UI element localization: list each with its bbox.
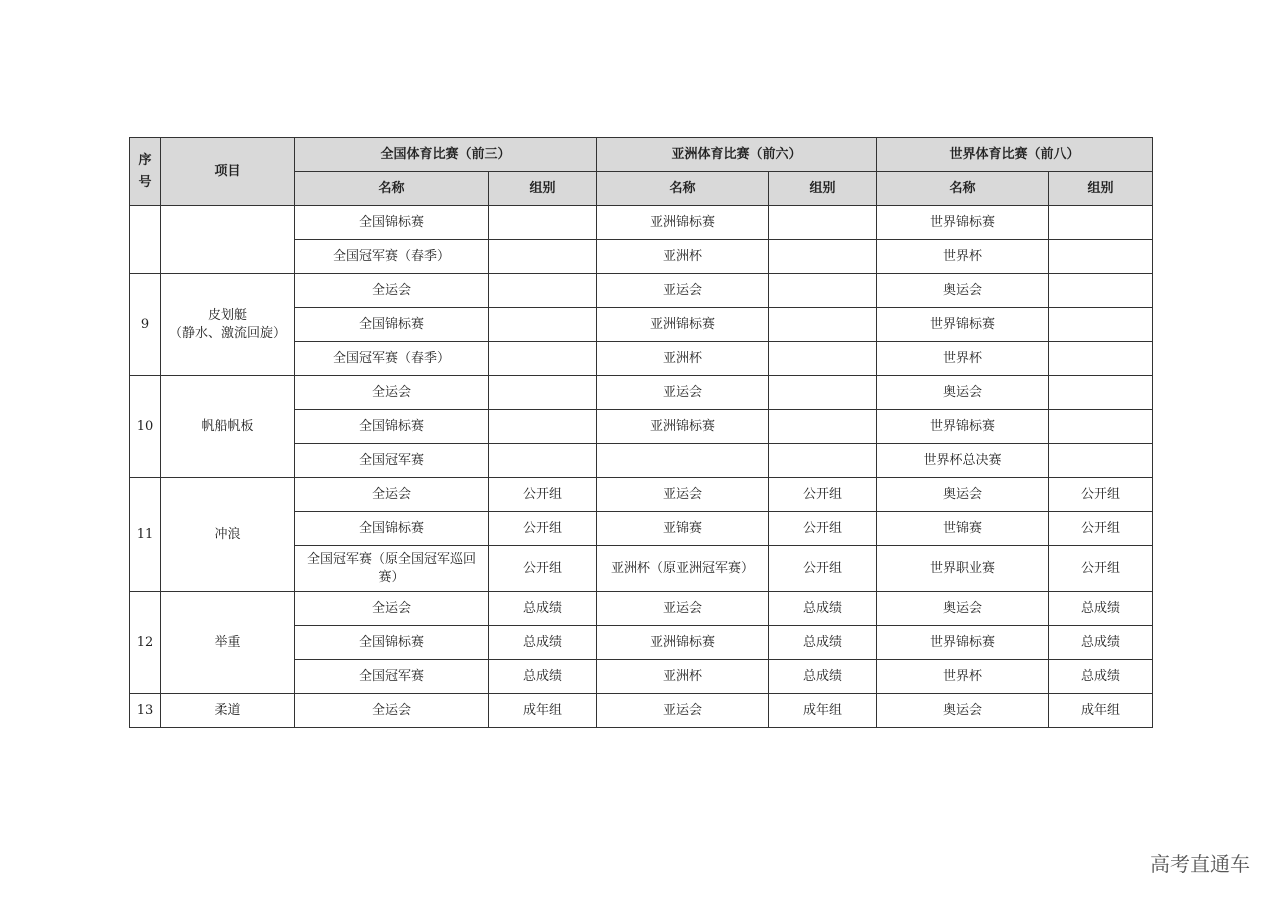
- national-group-cell: 总成绩: [489, 660, 597, 694]
- national-group-cell: [489, 444, 597, 478]
- world-group-cell: 成年组: [1049, 694, 1153, 728]
- world-name-cell: 世界锦标赛: [877, 206, 1049, 240]
- national-name-cell: 全运会: [295, 376, 489, 410]
- world-group-cell: [1049, 342, 1153, 376]
- world-group-cell: [1049, 444, 1153, 478]
- national-name-cell: 全运会: [295, 274, 489, 308]
- asian-group-cell: [769, 274, 877, 308]
- asian-name-cell: 亚洲杯: [597, 240, 769, 274]
- national-group-cell: [489, 342, 597, 376]
- world-group-cell: 公开组: [1049, 478, 1153, 512]
- national-name-cell: 全国锦标赛: [295, 626, 489, 660]
- table-row: [130, 376, 1153, 410]
- header-national-group: 组别: [489, 172, 597, 206]
- world-group-cell: [1049, 376, 1153, 410]
- asian-name-cell: 亚洲杯（原亚洲冠军赛）: [597, 546, 769, 592]
- table-row: [130, 694, 1153, 728]
- table-row: [130, 592, 1153, 626]
- seq-cell: 13: [130, 694, 161, 728]
- national-group-cell: 公开组: [489, 546, 597, 592]
- world-group-cell: 公开组: [1049, 512, 1153, 546]
- national-group-cell: 公开组: [489, 478, 597, 512]
- national-name-cell: 全运会: [295, 694, 489, 728]
- item-cell: 皮划艇 （静水、激流回旋）: [161, 274, 295, 376]
- national-group-cell: 总成绩: [489, 592, 597, 626]
- national-group-cell: 公开组: [489, 512, 597, 546]
- national-group-cell: [489, 206, 597, 240]
- header-world: 世界体育比赛（前八）: [877, 138, 1153, 172]
- asian-name-cell: 亚洲锦标赛: [597, 410, 769, 444]
- competition-table: [129, 137, 1153, 728]
- header-seq: 序号: [130, 138, 161, 206]
- world-name-cell: 世界杯: [877, 240, 1049, 274]
- asian-name-cell: 亚运会: [597, 592, 769, 626]
- national-name-cell: 全国锦标赛: [295, 206, 489, 240]
- asian-group-cell: 公开组: [769, 512, 877, 546]
- item-cell: 举重: [161, 592, 295, 694]
- world-group-cell: 公开组: [1049, 546, 1153, 592]
- national-group-cell: [489, 376, 597, 410]
- asian-group-cell: 总成绩: [769, 592, 877, 626]
- national-name-cell: 全运会: [295, 478, 489, 512]
- world-name-cell: 奥运会: [877, 694, 1049, 728]
- asian-group-cell: [769, 376, 877, 410]
- asian-group-cell: [769, 342, 877, 376]
- asian-name-cell: 亚运会: [597, 376, 769, 410]
- world-name-cell: 世界杯: [877, 660, 1049, 694]
- national-name-cell: 全国冠军赛（原全国冠军巡回赛）: [295, 546, 489, 592]
- world-name-cell: 世锦赛: [877, 512, 1049, 546]
- world-name-cell: 奥运会: [877, 274, 1049, 308]
- world-group-cell: [1049, 274, 1153, 308]
- asian-group-cell: 总成绩: [769, 660, 877, 694]
- asian-group-cell: [769, 410, 877, 444]
- national-name-cell: 全国锦标赛: [295, 308, 489, 342]
- world-group-cell: 总成绩: [1049, 660, 1153, 694]
- national-group-cell: 成年组: [489, 694, 597, 728]
- asian-name-cell: 亚洲锦标赛: [597, 308, 769, 342]
- header-asian-group: 组别: [769, 172, 877, 206]
- asian-name-cell: 亚洲锦标赛: [597, 626, 769, 660]
- header-world-group: 组别: [1049, 172, 1153, 206]
- asian-group-cell: 成年组: [769, 694, 877, 728]
- asian-name-cell: 亚运会: [597, 694, 769, 728]
- world-group-cell: [1049, 206, 1153, 240]
- asian-group-cell: [769, 206, 877, 240]
- world-group-cell: [1049, 240, 1153, 274]
- world-group-cell: 总成绩: [1049, 592, 1153, 626]
- national-name-cell: 全国冠军赛: [295, 444, 489, 478]
- header-national-name: 名称: [295, 172, 489, 206]
- world-name-cell: 世界锦标赛: [877, 410, 1049, 444]
- asian-group-cell: [769, 240, 877, 274]
- header-asian: 亚洲体育比赛（前六）: [597, 138, 877, 172]
- asian-name-cell: 亚运会: [597, 478, 769, 512]
- asian-name-cell: 亚运会: [597, 274, 769, 308]
- asian-group-cell: 总成绩: [769, 626, 877, 660]
- world-name-cell: 世界锦标赛: [877, 626, 1049, 660]
- asian-group-cell: 公开组: [769, 546, 877, 592]
- asian-name-cell: 亚洲杯: [597, 660, 769, 694]
- world-name-cell: 世界职业赛: [877, 546, 1049, 592]
- asian-group-cell: 公开组: [769, 478, 877, 512]
- national-group-cell: 总成绩: [489, 626, 597, 660]
- national-group-cell: [489, 410, 597, 444]
- header-item: 项目: [161, 138, 295, 206]
- watermark: 高考直通车: [1150, 852, 1250, 876]
- header-world-name: 名称: [877, 172, 1049, 206]
- item-cell: 柔道: [161, 694, 295, 728]
- header-asian-name: 名称: [597, 172, 769, 206]
- table-row: [130, 274, 1153, 308]
- world-group-cell: [1049, 410, 1153, 444]
- seq-cell: 10: [130, 376, 161, 478]
- national-name-cell: 全国冠军赛（春季）: [295, 240, 489, 274]
- national-name-cell: 全运会: [295, 592, 489, 626]
- item-cell: 冲浪: [161, 478, 295, 592]
- seq-cell: 11: [130, 478, 161, 592]
- national-group-cell: [489, 274, 597, 308]
- world-name-cell: 奥运会: [877, 592, 1049, 626]
- table-row: [130, 478, 1153, 512]
- world-name-cell: 世界杯: [877, 342, 1049, 376]
- national-group-cell: [489, 308, 597, 342]
- asian-group-cell: [769, 308, 877, 342]
- item-cell: 帆船帆板: [161, 376, 295, 478]
- national-name-cell: 全国锦标赛: [295, 512, 489, 546]
- world-name-cell: 世界杯总决赛: [877, 444, 1049, 478]
- asian-group-cell: [769, 444, 877, 478]
- table-row: [130, 206, 1153, 240]
- header-national: 全国体育比赛（前三）: [295, 138, 597, 172]
- national-group-cell: [489, 240, 597, 274]
- seq-cell: 9: [130, 274, 161, 376]
- asian-name-cell: 亚锦赛: [597, 512, 769, 546]
- seq-cell: 12: [130, 592, 161, 694]
- asian-name-cell: [597, 444, 769, 478]
- world-name-cell: 世界锦标赛: [877, 308, 1049, 342]
- national-name-cell: 全国锦标赛: [295, 410, 489, 444]
- asian-name-cell: 亚洲杯: [597, 342, 769, 376]
- world-group-cell: [1049, 308, 1153, 342]
- world-group-cell: 总成绩: [1049, 626, 1153, 660]
- seq-cell: [130, 206, 161, 274]
- asian-name-cell: 亚洲锦标赛: [597, 206, 769, 240]
- world-name-cell: 奥运会: [877, 376, 1049, 410]
- world-name-cell: 奥运会: [877, 478, 1049, 512]
- national-name-cell: 全国冠军赛（春季）: [295, 342, 489, 376]
- national-name-cell: 全国冠军赛: [295, 660, 489, 694]
- item-cell: [161, 206, 295, 274]
